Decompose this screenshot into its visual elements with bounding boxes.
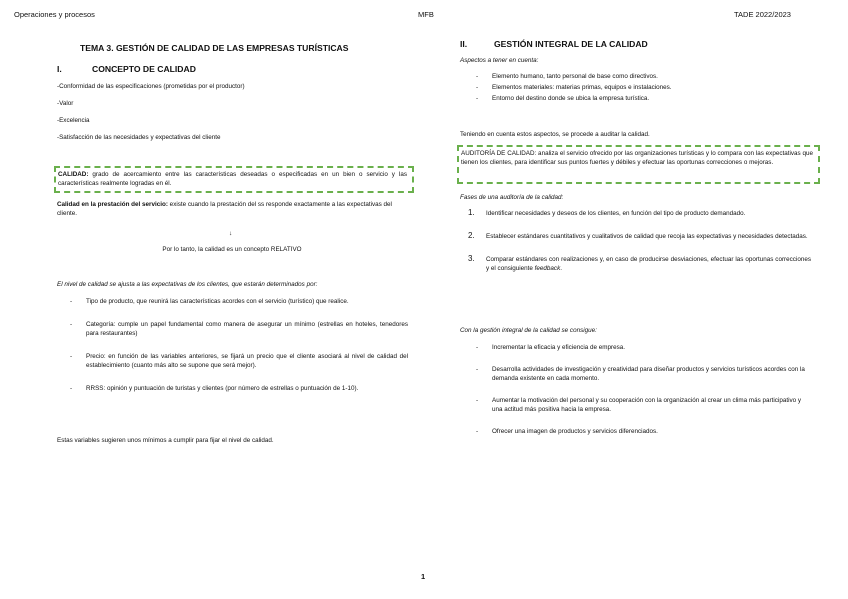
header-initials: MFB [418, 10, 434, 19]
section-1-number: I. [57, 64, 62, 74]
phase-text: Establecer estándares cuantitativos y cualitativos de calidad que recoja las expectativas y necesidades detectadas. [486, 233, 808, 240]
phase-text-feedback: feedback [534, 265, 561, 272]
section-2-number: II. [460, 39, 468, 49]
phase-number: 1. [468, 208, 475, 217]
factor-item: - RRSS: opinión y puntuación de turistas y clientes (por número de estrellas o puntuación de 1-10). [86, 384, 408, 393]
phase-number: 2. [468, 231, 475, 240]
phase-number: 3. [468, 254, 475, 263]
benefits-intro: Con la gestión integral de la calidad se consigue: [460, 327, 597, 334]
audit-definition [461, 149, 813, 167]
aspect-item: - Elemento humano, tanto personal de base como directivos. [492, 72, 812, 81]
page-number: 1 [421, 572, 426, 581]
header-course: Operaciones y procesos [14, 10, 95, 19]
phase-text: Comparar estándares con realizaciones y, en caso de producirse desviaciones, efectuar las oportunas correcciones y el consiguiente [486, 256, 811, 272]
section-2-title: GESTIÓN INTEGRAL DE LA CALIDAD [494, 39, 648, 49]
down-arrow-icon: ↓ [229, 230, 233, 237]
aspects-list [492, 72, 812, 103]
phase-item [468, 208, 811, 218]
phase-text: Identificar necesidades y deseos de los clientes, en función del tipo de producto demandado. [486, 210, 746, 217]
definition-text: grado de acercamiento entre las características deseadas o especificadas en un bien o servicio y las características realmente logradas en él. [58, 171, 407, 187]
concept-item: -Satisfacción de las necesidades y expectativas del cliente [57, 134, 221, 141]
benefit-item: - Incrementar la eficacia y eficiencia de empresa. [492, 343, 812, 352]
determinants-intro: El nivel de calidad se ajusta a las expectativas de los clientes, que estarán determinados por: [57, 281, 318, 288]
phases-list [468, 208, 811, 273]
benefits-list [492, 343, 812, 436]
factor-item: - Tipo de producto, que reunirá las características acordes con el servicio (turístico) que realice. [86, 297, 408, 306]
factor-item: - Precio: en función de las variables anteriores, se fijará un precio que el cliente asociará al nivel de calidad del establecimiento (cuanto más alto se supone que será mejor). [86, 352, 408, 370]
concept-item: -Valor [57, 100, 74, 107]
aspect-item: - Elementos materiales: materias primas, equipos e instalaciones. [492, 83, 812, 92]
phase-item [468, 231, 811, 241]
page-title: TEMA 3. GESTIÓN DE CALIDAD DE LAS EMPRESAS TURÍSTICAS [80, 43, 349, 53]
factor-item: - Categoría: cumple un papel fundamental como manera de asegurar un mínimo (estrellas en hoteles, tenedores para restaurantes) [86, 320, 408, 338]
factor-list [86, 297, 408, 393]
phase-item [468, 254, 811, 273]
closing-text: Estas variables sugieren unos mínimos a cumplir para fijar el nivel de calidad. [57, 437, 274, 444]
header-year: TADE 2022/2023 [734, 10, 791, 19]
benefit-item: - Aumentar la motivación del personal y su cooperación con la organización al crear un clima más participativo y una actitud más positiva hacia la empresa. [492, 396, 812, 414]
aspect-item: - Entorno del destino donde se ubica la empresa turística. [492, 94, 812, 103]
audit-lead: Teniendo en cuenta estos aspectos, se procede a auditar la calidad. [460, 131, 650, 138]
phases-intro: Fases de una auditoría de la calidad: [460, 194, 564, 201]
concept-item: -Excelencia [57, 117, 90, 124]
service-text: existe cuando la prestación del ss responde exactamente a las expectativas del cliente. [57, 201, 392, 217]
service-quality [57, 200, 409, 218]
audit-text: analiza el servicio ofrecido por las organizaciones turísticas y lo compara con las expectativas que tienen los clientes, para identificar sus puntos fuertes y débiles y efectuar las oportunas correcciones o mejoras. [461, 150, 813, 166]
audit-label: AUDITORÍA DE CALIDAD: [461, 150, 537, 157]
calidad-definition [58, 170, 407, 188]
aspects-intro: Aspectos a tener en cuenta: [460, 57, 539, 64]
phase-text-end: . [560, 265, 562, 272]
concept-item: -Conformidad de las especificaciones (prometidas por el productor) [57, 83, 245, 90]
benefit-item: - Ofrecer una imagen de productos y servicios diferenciados. [492, 427, 812, 436]
benefit-item: - Desarrolla actividades de investigación y creatividad para diseñar productos y servicios turísticos acordes con la demanda existente en cada momento. [492, 365, 812, 383]
service-label: Calidad en la prestación del servicio: [57, 201, 168, 208]
section-1-title: CONCEPTO DE CALIDAD [92, 64, 196, 74]
relative-statement: Por lo tanto, la calidad es un concepto RELATIVO [162, 246, 302, 253]
definition-label: CALIDAD: [58, 171, 89, 178]
